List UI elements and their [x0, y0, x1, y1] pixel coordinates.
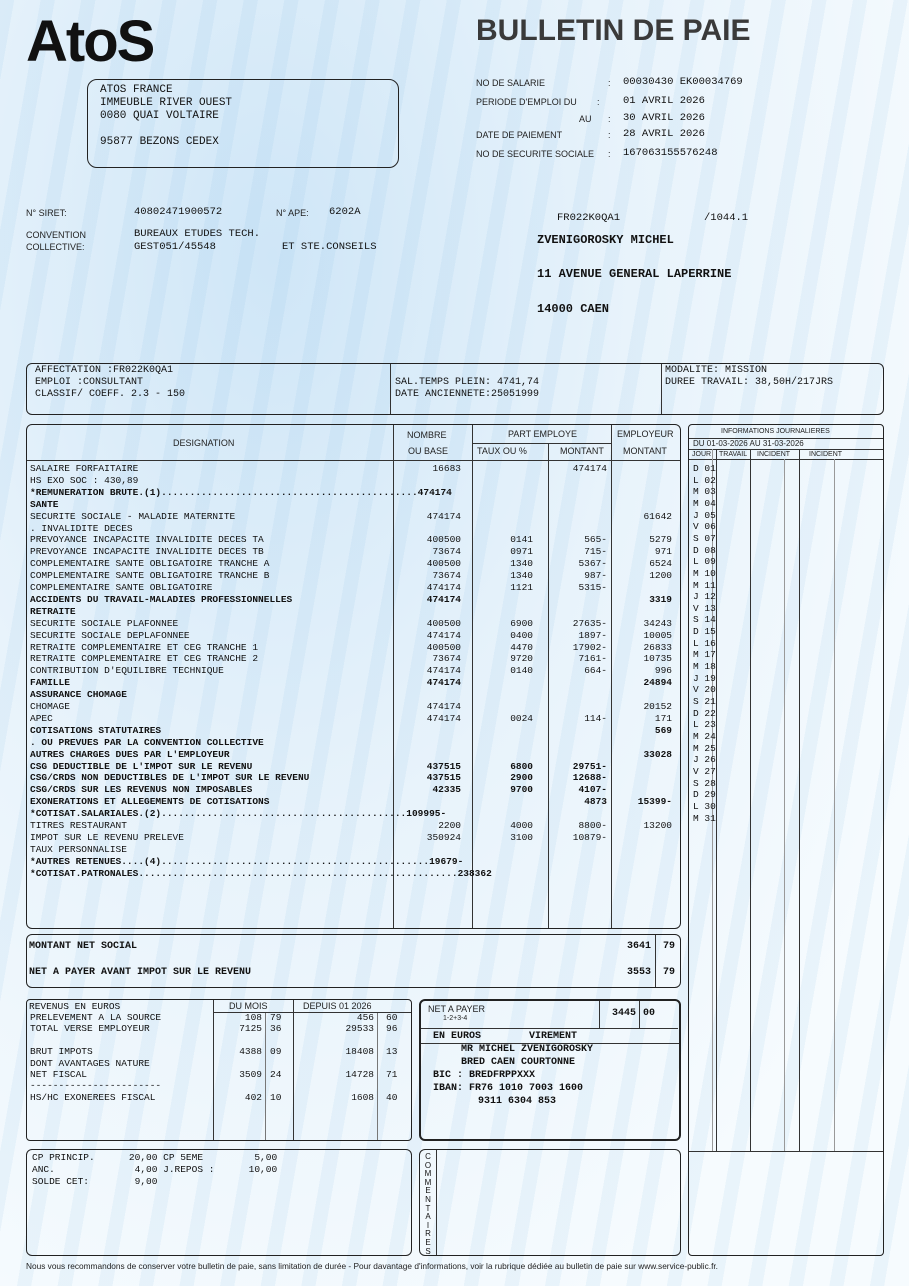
line-designation: RETRAITE COMPLEMENTAIRE ET CEG TRANCHE 2 — [30, 653, 259, 665]
revenus-depuis-euros: 29533 — [345, 1023, 374, 1035]
revenus-depuis-euros: 14728 — [345, 1069, 374, 1080]
line-employeur: 10005 — [643, 629, 672, 641]
conges-row3: SOLDE CET: 9,00 — [32, 1176, 158, 1187]
col-taux: TAUX OU % — [477, 446, 527, 456]
line-employeur: 6524 — [649, 558, 672, 570]
header-field-value: 01 AVRIL 2026 — [623, 95, 705, 107]
line-base: 474174 — [426, 593, 461, 605]
line-montant: 664- — [584, 665, 607, 677]
line-designation: RETRAITE — [30, 605, 76, 617]
line-designation: . INVALIDITE DECES — [30, 522, 133, 534]
revenus-depuis-euros: 456 — [356, 1012, 374, 1023]
journal-day: J 05 — [693, 509, 716, 521]
line-designation: AUTRES CHARGES DUES PAR L'EMPLOYEUR — [30, 748, 230, 760]
col-nombre: NOMBRE — [407, 430, 447, 440]
daily-info-box — [688, 424, 884, 1256]
line-base: 474174 — [426, 665, 461, 677]
line-taux: 6900 — [510, 617, 533, 629]
en-euros: EN EUROS — [433, 1031, 482, 1042]
header-field-label: PERIODE D'EMPLOI DU — [476, 97, 577, 107]
line-designation: SECURITE SOCIALE - MALADIE MATERNITE — [30, 510, 236, 522]
col-montant-employeur: MONTANT — [623, 446, 667, 456]
line-designation: CHOMAGE — [30, 701, 70, 712]
revenus-label: BRUT IMPOTS — [30, 1046, 93, 1058]
line-employeur: 971 — [654, 546, 672, 558]
siret-value: 40802471900572 — [134, 206, 223, 218]
line-taux: 0140 — [510, 665, 533, 677]
convention-value1: BUREAUX ETUDES TECH. — [134, 228, 261, 240]
line-designation: EXONERATIONS ET ALLEGEMENTS DE COTISATIONS — [30, 796, 270, 808]
payslip-line — [27, 737, 680, 749]
line-base: 42335 — [432, 784, 461, 796]
line-base: 400500 — [426, 534, 461, 546]
payslip-line — [27, 749, 680, 761]
journal-title: INFORMATIONS JOURNALIERES — [721, 428, 830, 435]
line-montant: 4873 — [584, 796, 607, 808]
line-taux: 0024 — [510, 712, 533, 724]
line-designation: *COTISAT.SALARIALES.(2)...........................................109995- — [30, 808, 447, 820]
journal-col-jour: JOUR — [692, 451, 712, 458]
line-montant: 987- — [584, 570, 607, 582]
line-employeur: 10735 — [643, 653, 672, 665]
revenus-col-depuis: DEPUIS 01 2026 — [303, 1001, 372, 1011]
line-base: 350924 — [426, 831, 461, 843]
journal-day: M 04 — [693, 497, 716, 509]
line-employeur: 5279 — [649, 534, 672, 546]
header-field-sep: : — [608, 130, 611, 140]
totals-box — [26, 934, 681, 988]
payslip-line — [27, 868, 680, 880]
commentaires-label: C O M M E N T A I R E S — [424, 1152, 432, 1256]
line-employeur: 20152 — [643, 701, 672, 712]
line-base: 73674 — [432, 546, 461, 558]
revenus-row — [27, 1080, 411, 1092]
emploi: EMPLOI :CONSULTANT — [35, 377, 144, 388]
line-designation: FAMILLE — [30, 677, 70, 689]
line-montant: 10879- — [572, 831, 607, 843]
payslip-line — [27, 677, 680, 689]
footer-note: Nous vous recommandons de conserver votre bulletin de paie, sans limitation de durée - Pour davantage d'informations, voir la rubrique dédiée au bulletin de paie sur www.service-public.fr. — [26, 1261, 718, 1271]
revenus-depuis-cents: 71 — [386, 1069, 398, 1080]
line-taux: 1121 — [510, 582, 533, 593]
journal-day: M 31 — [693, 812, 716, 824]
line-designation: COMPLEMENTAIRE SANTE OBLIGATOIRE TRANCHE B — [30, 570, 270, 582]
line-base: 2200 — [438, 820, 461, 831]
payslip-line — [27, 713, 680, 725]
line-designation: PREVOYANCE INCAPACITE INVALIDITE DECES TA — [30, 534, 264, 546]
salaire-temps-plein: SAL.TEMPS PLEIN: 4741,74 — [395, 377, 540, 388]
payslip-line — [27, 594, 680, 606]
revenus-label: TOTAL VERSE EMPLOYEUR — [30, 1023, 150, 1035]
payslip-line — [27, 558, 680, 570]
commentaires-box — [419, 1149, 681, 1256]
iban-cont: 9311 6304 853 — [478, 1096, 557, 1107]
employer-line1: ATOS FRANCE — [100, 84, 173, 96]
payslip-line — [27, 725, 680, 737]
payslip-line — [27, 665, 680, 677]
revenus-label: DONT AVANTAGES NATURE — [30, 1057, 150, 1069]
journal-day: M 03 — [693, 486, 716, 498]
header-field-sep: : — [597, 97, 600, 107]
header-field-label: NO DE SECURITE SOCIALE — [476, 149, 595, 159]
journal-day: M 11 — [693, 579, 716, 591]
net-a-payer-label: NET A PAYER — [428, 1004, 486, 1014]
line-taux: 1340 — [510, 570, 533, 582]
journal-day: S 28 — [693, 777, 716, 789]
col-designation: DESIGNATION — [173, 438, 235, 448]
revenus-mois-cents: 24 — [270, 1069, 282, 1080]
journal-day: S 14 — [693, 614, 716, 626]
recipient-street: 11 AVENUE GENERAL LAPERRINE — [537, 267, 732, 281]
line-montant: 17902- — [572, 641, 607, 653]
payslip-line — [27, 523, 680, 535]
payslip-line — [27, 844, 680, 856]
payslip-line — [27, 796, 680, 808]
recipient-ref: FR022K0QA1 — [557, 212, 621, 224]
line-designation: ASSURANCE CHOMAGE — [30, 689, 127, 701]
net-avant-impot-label: NET A PAYER AVANT IMPOT SUR LE REVENU — [29, 967, 252, 978]
line-base: 474174 — [426, 712, 461, 724]
bic: BIC : BREDFRPPXXX — [433, 1070, 536, 1081]
line-designation: *COTISAT.PATRONALES........................................................238362 — [30, 867, 492, 879]
employer-line2: IMMEUBLE RIVER OUEST — [100, 97, 233, 109]
convention-value3: ET STE.CONSEILS — [282, 241, 377, 253]
payslip-line — [27, 534, 680, 546]
modalite: MODALITE: MISSION — [665, 365, 768, 376]
revenus-depuis-euros: 1608 — [351, 1091, 374, 1103]
line-designation: SECURITE SOCIALE DEPLAFONNEE — [30, 629, 190, 641]
line-taux: 6800 — [510, 760, 533, 772]
line-employeur: 996 — [654, 665, 672, 677]
journal-day: V 20 — [693, 684, 716, 696]
journal-col-incident2: INCIDENT — [809, 451, 843, 458]
col-montant: MONTANT — [560, 446, 604, 456]
line-employeur: 61642 — [643, 510, 672, 522]
payslip-line — [27, 761, 680, 773]
payslip-line — [27, 832, 680, 844]
recipient-city: 14000 CAEN — [537, 302, 610, 316]
net-social-cents: 79 — [663, 941, 676, 952]
convention-value2: GEST051/45548 — [134, 241, 216, 253]
payslip-line — [27, 582, 680, 594]
journal-day: L 02 — [693, 474, 716, 486]
conges-row2: ANC. 4,00 J.REPOS : 10,00 — [32, 1164, 278, 1175]
net-a-payer-box — [419, 999, 681, 1141]
line-taux: 2900 — [510, 772, 533, 784]
line-base: 474174 — [426, 701, 461, 712]
line-taux: 0141 — [510, 534, 533, 546]
line-montant: 29751- — [572, 760, 607, 772]
journal-day: J 12 — [693, 591, 716, 603]
revenus-row — [27, 1092, 411, 1104]
payslip-lines-table — [26, 424, 681, 929]
header-field-sep: : — [608, 78, 611, 88]
journal-day: L 23 — [693, 719, 716, 731]
line-base: 73674 — [432, 653, 461, 665]
line-taux: 0400 — [510, 629, 533, 641]
line-designation: CSG/CRDS NON DEDUCTIBLES DE L'IMPOT SUR LE REVENU — [30, 772, 310, 784]
journal-day: M 25 — [693, 742, 716, 754]
journal-day: D 01 — [693, 463, 716, 474]
payment-mode: VIREMENT — [529, 1031, 578, 1042]
employer-address-box — [87, 79, 399, 168]
header-field-sep: : — [608, 114, 611, 124]
journal-day: D 15 — [693, 626, 716, 638]
col-employeur: EMPLOYEUR — [617, 429, 674, 439]
employer-line3: 0080 QUAI VOLTAIRE — [100, 110, 219, 122]
beneficiary-name: MR MICHEL ZVENIGOROSKY — [461, 1044, 594, 1055]
journal-day: M 18 — [693, 661, 716, 673]
line-taux: 0971 — [510, 546, 533, 558]
payslip-line — [27, 475, 680, 487]
revenus-title: REVENUS EN EUROS — [29, 1001, 121, 1012]
line-base: 73674 — [432, 570, 461, 582]
line-designation: TAUX PERSONNALISE — [30, 843, 127, 855]
line-designation: . OU PREVUES PAR LA CONVENTION COLLECTIVE — [30, 736, 264, 748]
journal-day: D 29 — [693, 789, 716, 801]
line-taux: 1340 — [510, 558, 533, 570]
payslip-line — [27, 511, 680, 523]
affectation: AFFECTATION :FR022K0QA1 — [35, 365, 174, 376]
line-base: 400500 — [426, 558, 461, 570]
ape-value: 6202A — [329, 206, 361, 218]
revenus-mois-euros: 3509 — [239, 1069, 262, 1080]
journal-day: L 09 — [693, 556, 716, 568]
net-avant-impot-euros: 3553 — [626, 967, 651, 978]
revenus-label: ----------------------- — [30, 1080, 162, 1092]
iban: IBAN: FR76 1010 7003 1600 — [433, 1083, 584, 1094]
payslip-line — [27, 630, 680, 642]
line-employeur: 1200 — [649, 570, 672, 582]
revenus-mois-euros: 402 — [244, 1091, 262, 1103]
revenus-row — [27, 1035, 411, 1047]
journal-day: J 19 — [693, 672, 716, 684]
conges-row1: CP PRINCIP. 20,00 CP 5EME 5,00 — [32, 1152, 278, 1163]
revenus-box — [26, 999, 412, 1141]
siret-label: N° SIRET: — [26, 208, 67, 218]
line-designation: COMPLEMENTAIRE SANTE OBLIGATOIRE — [30, 582, 213, 593]
line-designation: CSG DEDUCTIBLE DE L'IMPOT SUR LE REVENU — [30, 760, 253, 772]
line-taux: 9720 — [510, 653, 533, 665]
line-designation: APEC — [30, 712, 53, 724]
line-montant: 114- — [584, 712, 607, 724]
header-field-value: 00030430 EK00034769 — [623, 76, 743, 88]
payslip-line — [27, 546, 680, 558]
revenus-depuis-cents: 96 — [386, 1023, 398, 1035]
line-montant: 715- — [584, 546, 607, 558]
payslip-line — [27, 499, 680, 511]
line-montant: 8800- — [578, 820, 607, 831]
line-designation: COMPLEMENTAIRE SANTE OBLIGATOIRE TRANCHE A — [30, 558, 270, 570]
line-base: 16683 — [432, 463, 461, 474]
conges-box — [26, 1149, 412, 1256]
duree-travail: DUREE TRAVAIL: 38,50H/217JRS — [665, 377, 834, 388]
employment-info-box — [26, 363, 884, 415]
payslip-line — [27, 772, 680, 784]
line-employeur: 3319 — [649, 593, 672, 605]
journal-day: L 30 — [693, 800, 716, 812]
recipient-name: ZVENIGOROSKY MICHEL — [537, 233, 674, 247]
journal-day: S 21 — [693, 696, 716, 707]
line-base: 474174 — [426, 629, 461, 641]
header-field-value: 28 AVRIL 2026 — [623, 128, 705, 140]
header-field-label: NO DE SALARIE — [476, 78, 546, 88]
atos-logo: AtoS — [26, 9, 154, 74]
header-field-value: 30 AVRIL 2026 — [623, 112, 705, 124]
line-employeur: 569 — [654, 724, 672, 736]
revenus-label: PRELEVEMENT A LA SOURCE — [30, 1012, 162, 1023]
journal-col-travail: TRAVAIL — [719, 451, 748, 458]
line-designation: SANTE — [30, 498, 59, 510]
line-designation: CONTRIBUTION D'EQUILIBRE TECHNIQUE — [30, 665, 224, 677]
revenus-col-mois: DU MOIS — [229, 1001, 268, 1011]
beneficiary-bank: BRED CAEN COURTONNE — [461, 1057, 576, 1068]
line-base: 437515 — [426, 760, 461, 772]
net-a-payer-cents: 00 — [643, 1008, 656, 1019]
payslip-line — [27, 808, 680, 820]
date-anciennete: DATE ANCIENNETE:25051999 — [395, 389, 540, 400]
line-designation: RETRAITE COMPLEMENTAIRE ET CEG TRANCHE 1 — [30, 641, 259, 653]
net-a-payer-sub: 1-2+3-4 — [443, 1015, 468, 1022]
line-taux: 9700 — [510, 784, 533, 796]
payslip-line — [27, 463, 680, 475]
payslip-line — [27, 487, 680, 499]
revenus-mois-cents: 79 — [270, 1012, 282, 1023]
col-ou-base: OU BASE — [408, 446, 449, 456]
journal-day: L 16 — [693, 637, 716, 649]
line-base: 400500 — [426, 617, 461, 629]
line-designation: *REMUNERATION BRUTE.(1).............................................474174 — [30, 486, 452, 498]
journal-day: S 07 — [693, 532, 716, 544]
line-montant: 1897- — [578, 629, 607, 641]
revenus-mois-euros: 7125 — [239, 1023, 262, 1035]
payslip-line — [27, 784, 680, 796]
revenus-mois-euros: 108 — [244, 1012, 262, 1023]
net-social-euros: 3641 — [626, 941, 651, 952]
journal-day: V 27 — [693, 765, 716, 777]
line-taux: 3100 — [510, 831, 533, 843]
revenus-row — [27, 1046, 411, 1058]
payslip-line — [27, 856, 680, 868]
revenus-depuis-cents: 13 — [386, 1046, 398, 1058]
payslip-line — [27, 653, 680, 665]
revenus-label: NET FISCAL — [30, 1069, 88, 1080]
revenus-depuis-cents: 60 — [386, 1012, 398, 1023]
line-montant: 12688- — [572, 772, 607, 784]
line-employeur: 15399- — [637, 796, 672, 808]
revenus-label: HS/HC EXONEREES FISCAL — [30, 1091, 156, 1103]
line-employeur: 171 — [654, 712, 672, 724]
line-base: 437515 — [426, 772, 461, 784]
revenus-depuis-euros: 18408 — [345, 1046, 374, 1058]
net-social-label: MONTANT NET SOCIAL — [29, 941, 138, 952]
line-employeur: 34243 — [643, 617, 672, 629]
line-employeur: 33028 — [643, 748, 672, 760]
line-montant: 565- — [584, 534, 607, 546]
journal-day: D 08 — [693, 544, 716, 556]
line-base: 400500 — [426, 641, 461, 653]
convention-label2: COLLECTIVE: — [26, 242, 85, 252]
line-montant: 27635- — [572, 617, 607, 629]
line-montant: 5367- — [578, 558, 607, 570]
header-field-sep: : — [608, 149, 611, 159]
ape-label: N° APE: — [276, 208, 309, 218]
payslip-line — [27, 642, 680, 654]
line-base: 474174 — [426, 677, 461, 689]
line-montant: 4107- — [578, 784, 607, 796]
header-field-label: DATE DE PAIEMENT — [476, 130, 563, 140]
journal-day: V 06 — [693, 521, 716, 533]
line-employeur: 13200 — [643, 820, 672, 831]
revenus-row — [27, 1058, 411, 1070]
line-designation: CSG/CRDS SUR LES REVENUS NON IMPOSABLES — [30, 784, 253, 796]
revenus-row — [27, 1023, 411, 1035]
line-designation: TITRES RESTAURANT — [30, 820, 127, 831]
line-designation: COTISATIONS STATUTAIRES — [30, 724, 162, 736]
payslip-line — [27, 618, 680, 630]
payslip-line — [27, 820, 680, 832]
revenus-depuis-cents: 40 — [386, 1091, 398, 1103]
convention-label1: CONVENTION — [26, 230, 87, 240]
line-designation: *AUTRES RETENUES....(4)...............................................19679- — [30, 855, 464, 867]
col-part-employe: PART EMPLOYE — [508, 429, 578, 439]
revenus-mois-cents: 36 — [270, 1023, 282, 1035]
journal-day: M 24 — [693, 730, 716, 742]
line-montant: 5315- — [578, 582, 607, 593]
net-avant-impot-cents: 79 — [663, 967, 676, 978]
line-employeur: 24894 — [643, 677, 672, 689]
payslip-line — [27, 689, 680, 701]
line-taux: 4000 — [510, 820, 533, 831]
line-base: 474174 — [426, 510, 461, 522]
journal-day: M 17 — [693, 649, 716, 661]
payslip-line — [27, 701, 680, 713]
journal-day: D 22 — [693, 707, 716, 719]
revenus-mois-cents: 09 — [270, 1046, 282, 1058]
journal-day: M 10 — [693, 567, 716, 579]
line-designation: IMPOT SUR LE REVENU PRELEVE — [30, 831, 184, 843]
line-employeur: 26833 — [643, 641, 672, 653]
line-taux: 4470 — [510, 641, 533, 653]
header-field-label: AU — [579, 114, 592, 124]
header-field-value: 167063155576248 — [623, 147, 718, 159]
line-designation: HS EXO SOC : 430,89 — [30, 474, 139, 486]
classif: CLASSIF/ COEFF. 2.3 - 150 — [35, 389, 186, 400]
journal-col-incident1: INCIDENT — [757, 451, 791, 458]
revenus-row — [27, 1012, 411, 1024]
revenus-mois-cents: 10 — [270, 1091, 282, 1103]
line-designation: SALAIRE FORFAITAIRE — [30, 463, 139, 474]
line-designation: ACCIDENTS DU TRAVAIL-MALADIES PROFESSIONNELLES — [30, 593, 293, 605]
revenus-mois-euros: 4388 — [239, 1046, 262, 1058]
payslip-line — [27, 606, 680, 618]
net-a-payer-euros: 3445 — [611, 1008, 636, 1019]
journal-day: J 26 — [693, 754, 716, 766]
line-montant: 474174 — [572, 463, 607, 474]
line-montant: 7161- — [578, 653, 607, 665]
doc-title: BULLETIN DE PAIE — [476, 14, 751, 47]
journal-day: V 13 — [693, 602, 716, 614]
recipient-ref2: /1044.1 — [704, 212, 749, 224]
employer-line4: 95877 BEZONS CEDEX — [100, 136, 219, 148]
line-base: 474174 — [426, 582, 461, 593]
payslip-line — [27, 570, 680, 582]
revenus-row — [27, 1069, 411, 1081]
journal-period: DU 01-03-2026 AU 31-03-2026 — [693, 439, 804, 448]
line-designation: SECURITE SOCIALE PLAFONNEE — [30, 617, 179, 629]
line-designation: PREVOYANCE INCAPACITE INVALIDITE DECES TB — [30, 546, 264, 558]
